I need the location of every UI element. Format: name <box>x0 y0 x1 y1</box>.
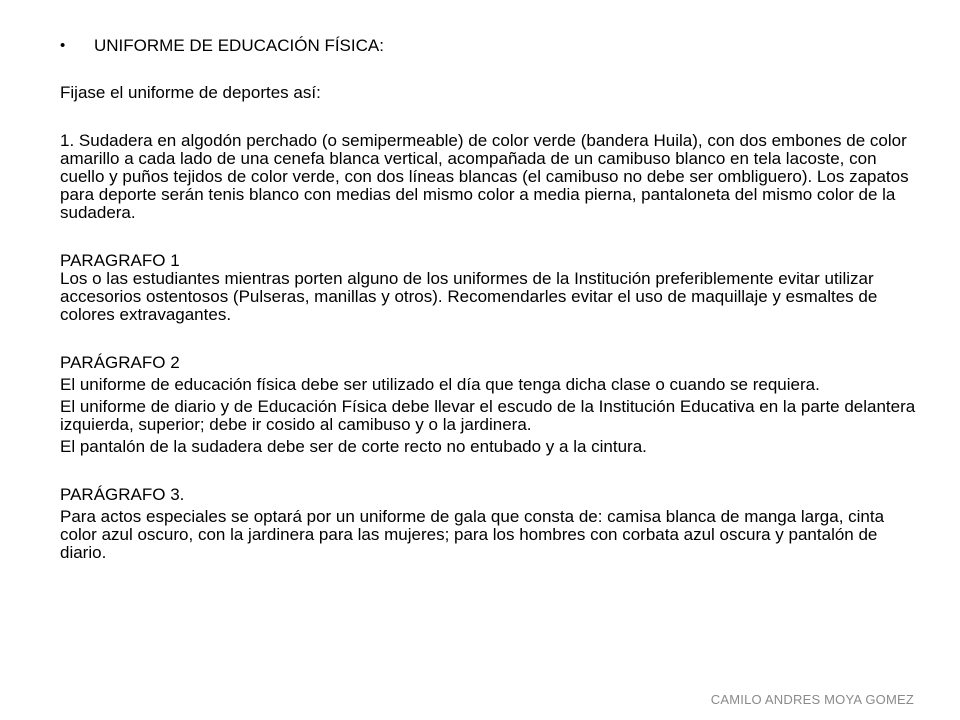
paragrafo-2-text-3: El pantalón de la sudadera debe ser de corte recto no entubado y a la cintura. <box>60 437 647 456</box>
heading-bullet-item <box>60 36 920 56</box>
intro-text: Fijase el uniforme de deportes así: <box>60 83 321 102</box>
spacer <box>60 222 920 252</box>
spacer <box>60 456 920 486</box>
paragrafo-3-title: PARÁGRAFO 3. <box>60 485 185 504</box>
bullet-icon: • <box>60 37 66 54</box>
paragrafo-2-text-2: El uniforme de diario y de Educación Física debe llevar el escudo de la Institución Educativa en la parte delantera izquierda, superior; debe ir cosido al camibuso y o la jardinera. <box>60 397 916 434</box>
paragrafo-2-text-1: El uniforme de educación física debe ser utilizado el día que tenga dicha clase o cuando se requiera. <box>60 375 820 394</box>
section-heading: UNIFORME DE EDUCACIÓN FÍSICA: <box>94 36 384 55</box>
spacer <box>60 102 920 132</box>
slide-body <box>60 36 920 562</box>
footer-author: CAMILO ANDRES MOYA GOMEZ <box>710 692 914 707</box>
paragrafo-3-text: Para actos especiales se optará por un uniforme de gala que consta de: camisa blanca de manga larga, cinta color azul oscuro, con la jardinera para las mujeres; para los hombres con corbata azul oscura y pantalón de diario. <box>60 507 885 562</box>
paragrafo-1-text: Los o las estudiantes mientras porten alguno de los uniformes de la Institución preferiblemente evitar utilizar accesorios ostentosos (Pulseras, manillas y otros). Recomendarles evitar el uso de maquillaje y esmaltes de colores extravagantes. <box>60 269 878 324</box>
spacer <box>60 324 920 354</box>
paragrafo-2-title: PARÁGRAFO 2 <box>60 353 180 372</box>
item-1-text: 1. Sudadera en algodón perchado (o semipermeable) de color verde (bandera Huila), con dos embones de color amarillo a cada lado de una cenefa blanca vertical, acompañada de un camibuso blanco en tela lacoste, con cuello y puños tejidos de color verde, con dos líneas blancas (el camibuso no debe ser ombliguero). Los zapatos para deporte serán tenis blanco con medias del mismo color a media pierna, pantaloneta del mismo color de la sudadera. <box>60 131 909 222</box>
paragrafo-1-title: PARAGRAFO 1 <box>60 251 180 270</box>
